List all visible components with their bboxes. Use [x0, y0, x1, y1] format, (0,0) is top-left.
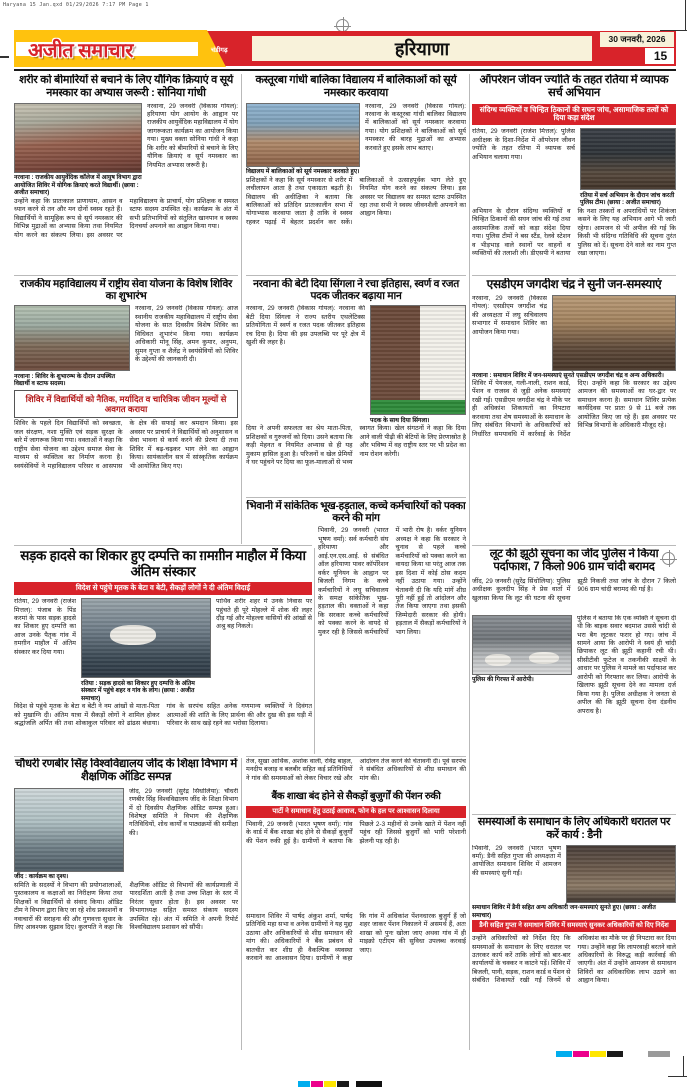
article-nss-special-camp [14, 278, 238, 543]
article-text: पुलिस ने बताया कि एक व्यक्ति ने सूचना दी थी कि बाइक सवार बदमाश उससे चांदी से भरा बैग लूटकर फरार हो गए। जांच में सामने आया कि आरोपी ने स्वयं ही चांदी छिपाकर लूट की झूठी कहानी रची थी। सीसीटीवी फुटेज व तकनीकी साक्ष्यों के आधार पर पुलिस ने मामले का पर्दाफाश कर आरोपी को गिरफ्तार कर लिया। आरोपी के खिलाफ झूठी सूचना देने का मामला दर्ज किया गया है। पुलिस अधीक्षक ने जनता से अपील की कि झूठी सूचना देना दंडनीय अपराध है। [577, 614, 676, 715]
photo-caption: नरवाना : राजकीय आयुर्वेदिक कॉलेज में आयुष विभाग द्वारा आयोजित शिविर में योगिक क्रियाएं करते विद्यार्थी। (छाया : अजीत समाचार) [14, 174, 142, 197]
meeting-hall-photo [566, 845, 676, 903]
article-text: नरवाना, 29 जनवरी (विकास गोयल): नरवाना के कस्तूरबा गांधी बालिका विद्यालय में बालिकाओं को सूर्य नमस्कार करवाया गया। योग प्रशिक्षकों ने बालिकाओं को सूर्य नमस्कार की बारह मुद्राओं का अभ्यास करवाते हुए इसके लाभ बताए। [365, 102, 466, 152]
article-text: उन्होंने कहा कि प्रातःकाल प्राणायाम, आसन व ध्यान करने से तन और मन दोनों स्वस्थ रहते हैं। विद्यार्थियों ने सामूहिक रूप से सूर्य नमस्कार की विभिन्न मुद्राओं का अभ्यास किया तथा नियमित योग करने का संकल्प लिया। इस अवसर पर महाविद्यालय के प्राचार्य, योग प्रशिक्षक व समस्त स्टाफ सदस्य उपस्थित रहे। कार्यक्रम के अंत में सभी प्रतिभागियों को संतुलित खानपान व स्वस्थ दिनचर्या अपनाने का आह्वान किया गया। [14, 197, 238, 239]
cmyk-yellow-chip [324, 1081, 336, 1087]
black-bar [356, 1081, 382, 1087]
article-rule [14, 756, 238, 757]
photo-caption: जींद : कार्यक्रम का दृश्य। [14, 873, 69, 881]
photo-block [81, 598, 211, 702]
article-subhead: डैनी सहित गुप्ता ने समाधान शिविर में समस्याएं सुनकर अधिकारियों को दिए निर्देश [472, 920, 676, 932]
article-rule [472, 814, 676, 815]
cmyk-yellow-chip [590, 1051, 606, 1057]
article-text: नरवाना, 29 जनवरी (विकास गोयल): नरवाना की बेटी दिया सिंगला ने राज्य स्तरीय एथलेटिक्स प्रतियोगिता में स्वर्ण व रजत पदक जीतकर इतिहास रच दिया है। दिया की इस उपलब्धि पर पूरे क्षेत्र में खुशी की लहर है। [246, 305, 365, 347]
yoga-camp-photo [14, 103, 142, 173]
paper-logo: अजीत समाचार [28, 40, 133, 62]
photo-block [370, 305, 466, 424]
photo-caption: रतिया : सड़क हादसे का शिकार हुए दम्पत्ति के अंतिम संस्कार में पहुंचे शहर व गांव के लोग। (छाया : अजीत समाचार) [81, 679, 195, 702]
cmyk-black-chip [337, 1081, 349, 1087]
article-headline: बैंक शाखा बंद होने से सैकड़ों बुजुर्गों की पेंशन रुकी [271, 791, 441, 802]
article-headline: समस्याओं के समाधान के लिए अधिकारी धरातल पर करें कार्य : डैनी [477, 816, 671, 841]
photo-block [552, 295, 676, 371]
article-rule [246, 497, 466, 498]
column-rule [241, 758, 242, 1050]
crop-mark [0, 56, 9, 58]
article-headline: सड़क हादसे का शिकार हुए दम्पत्ति का ग़मग़ीन माहौल में किया अंतिम संस्कार [20, 548, 306, 579]
cmyk-cyan-chip [556, 1051, 572, 1057]
article-diya-singla-medals [246, 278, 466, 495]
article-text: भिवानी, 29 जनवरी (भारत भूषण वर्मा): डैनी सहित गुप्ता की अध्यक्षता में आयोजित समाधान शिविर में आमजन की समस्याएं सुनी गईं। [472, 844, 561, 877]
article-sdm-jagdish-chandra [472, 278, 676, 543]
recovered-item-shape [485, 654, 511, 666]
article-kasturba-surya-namaskar [246, 74, 466, 273]
cmyk-cyan-chip [298, 1081, 310, 1087]
article-text: रतिया, 29 जनवरी (राजेश मित्तल): पंजाब के पिंड करमां के पास सड़क हादसे का शिकार हुए दम्पत्ति का आज उनके पैतृक गांव में ग़मग़ीन माहौल में अंतिम संस्कार कर दिया गया। [14, 598, 76, 656]
photo-caption: पदक के साथ दिया सिंगला। [370, 416, 430, 424]
article-text: नरवाना, 29 जनवरी (विकास गोयल): हरियाणा योग आयोग के आह्वान पर राजकीय आयुर्वेदिक महाविद्यालय में योग जागरूकता कार्यक्रम का आयोजन किया गया। मुख्य वक्ता सोनिया गांधी ने कहा कि शरीर को बीमारियों से बचाने के लिए यौगिक क्रियाएं व सूर्य नमस्कार का नियमित अभ्यास जरूरी है। [147, 102, 238, 169]
article-text: उन्होंने अधिकारियों को निर्देश दिए कि समस्याओं के समाधान के लिए धरातल पर उतरकर कार्य करें ताकि लोगों को बार-बार कार्यालयों के चक्कर न काटने पड़ें। शिविर में बिजली, पानी, सड़क, राशन कार्ड व पेंशन से संबंधित शिकायतें रखी गईं जिनमें से अधिकांश का मौके पर ही निपटारा कर दिया गया। उन्होंने कहा कि लापरवाही बरतने वाले अधिकारियों के विरुद्ध कड़ी कार्रवाई की जाएगी। अंत में उन्होंने आमजन से समाधान शिविरों का अधिकाधिक लाभ उठाने का आह्वान किया। [472, 935, 676, 985]
page-number: 15 [645, 48, 674, 64]
article-text: भिवानी, 29 जनवरी (भारत भूषण वर्मा): गांव के वार्ड में बैंक शाखा बंद होने से सैकड़ों बुजुर्गों की पेंशन रुकी हुई है। ग्रामीणों ने बताया कि पिछले 2-3 महीनों से उनके खाते में पेंशन नहीं पहुंच रही जिससे बुजुर्गों को भारी परेशानी झेलनी पड़ रही है। [246, 820, 466, 845]
article-text: अभियान के दौरान संदिग्ध व्यक्तियों व चिन्हित ठिकानों की सघन जांच की गई तथा असामाजिक तत्वों को कड़ा संदेश दिया गया। पुलिस टीमों ने बस स्टैंड, रेलवे स्टेशन व भीड़भाड़ वाले स्थानों पर वाहनों व व्यक्तियों की तलाशी ली। डीएसपी ने बताया कि नशा तस्करों व अपराधियों पर शिकंजा कसने के लिए यह अभियान आगे भी जारी रहेगा। आमजन से भी अपील की गई कि किसी भी संदिग्ध गतिविधि की सूचना तुरंत पुलिस को दें। सूचना देने वाले का नाम गुप्त रखा जाएगा। [472, 207, 676, 258]
article-subhead: पार्टी ने समाधान हेतु उठाई आवाज, फोन के हल पर आश्वासन दिलाया [246, 806, 466, 818]
photo-green-strip [371, 400, 465, 414]
article-daini-samadhan-shivir [472, 816, 676, 1050]
gray-bar [648, 1051, 670, 1057]
region-title: हरियाणा [252, 36, 592, 61]
article-rule [472, 545, 676, 546]
article-text: नरवाना, 29 जनवरी (विकास गोयल): आज स्थानीय राजकीय महाविद्यालय में राष्ट्रीय सेवा योजना के सात दिवसीय विशेष शिविर का विधिवत शुभारंभ किया गया। कार्यक्रम अधिकारी मोनू सिंह, अमन कुमार, अनुपम, सुमन गुप्ता व शैलेंद्र ने स्वयंसेवियों को शिविर के उद्देश्यों की जानकारी दी। [135, 305, 238, 364]
article-couple-last-rites [14, 548, 312, 754]
article-text: रतिया, 29 जनवरी (राजेश मित्तल): पुलिस अधीक्षक के दिशा-निर्देश में ऑपरेशन जीवन ज्योति के तहत रतिया में व्यापक सर्च अभियान चलाया गया। [472, 128, 575, 161]
cmyk-magenta-chip [573, 1051, 589, 1057]
photo-block [246, 103, 360, 176]
photo-caption: पुलिस की गिरफ्त में आरोपी। [472, 676, 534, 684]
photo-caption: नरवाना : शिविर के शुभारम्भ के दौरान उपस्थित विद्यार्थी व स्टाफ सदस्य। [14, 372, 116, 388]
print-info-line: Haryana 15 Jan.qxd 01/29/2026 7:17 PM Page 1 [3, 2, 149, 8]
crop-mark [668, 1076, 687, 1077]
university-group-photo [14, 788, 124, 872]
photo-block [14, 305, 130, 388]
article-text: जींद, 29 जनवरी (सुरेंद्र सिंधोलिया): चौधरी रणबीर सिंह विश्वविद्यालय जींद के शिक्षा विभाग में दो दिवसीय शैक्षणिक ऑडिट सम्पन्न हुआ। विशेषज्ञ समिति ने विभाग की शैक्षणिक गतिविधियों, शोध कार्यों व पाठ्यक्रमों की समीक्षा की। [129, 787, 238, 837]
article-subhead: विदेश से पहुंचे मृतक के बेटा व बेटी, सैकड़ों लोगों ने दी अंतिम विदाई [14, 582, 312, 595]
article-bank-branch-pension [246, 758, 466, 1050]
photo-block [14, 788, 124, 881]
article-headline: भिवानी में सांकेतिक भूख-हड़ताल, कच्चे कर्मचारियों को पक्का करने की मांग [246, 500, 466, 525]
masthead-rule [14, 69, 676, 71]
masthead [14, 30, 676, 67]
funeral-crowd-photo [81, 598, 211, 678]
crop-mark [683, 1056, 684, 1076]
article-text: शिविर के पहले दिन विद्यार्थियों को स्वच्छता, जल संरक्षण, नशा मुक्ति एवं सड़क सुरक्षा के बारे में जागरूक किया गया। वक्ताओं ने कहा कि राष्ट्रीय सेवा योजना का उद्देश्य समाज सेवा के माध्यम से व्यक्तित्व का निर्माण करना है। स्वयंसेवियों ने महाविद्यालय परिसर व आसपास के क्षेत्र की सफाई कर श्रमदान किया। इस अवसर पर प्राचार्य ने विद्यार्थियों को अनुशासन व सेवा भावना से कार्य करने की प्रेरणा दी तथा शिविर में बढ़-चढ़कर भाग लेने का आह्वान किया। सायंकालीन सत्र में सांस्कृतिक कार्यक्रम भी आयोजित किए गए। [14, 420, 238, 470]
article-headline: शरीर को बीमारियों से बचाने के लिए यौगिक क्रियाएं व सूर्य नमस्कार का अभ्यास जरूरी : सोनिया गांधी [19, 74, 233, 99]
photo-caption: समाधान शिविर में डैनी सहित अन्य अधिकारी जन-समस्याएं सुनते हुए। (छाया : अजीत समाचार) [472, 904, 656, 919]
photo-caption: नरवाना : समाधान शिविर में जन-समस्याएं सुनते एसडीएम जगदीश चंद्र व अन्य अधिकारी। [472, 372, 664, 380]
cmyk-black-chip [607, 1051, 623, 1057]
column-rule [469, 74, 470, 1050]
boxed-subhead: शिविर में विद्यार्थियों को नैतिक, मर्यादित व चारित्रिक जीवन मूल्यों से अवगत कराया [14, 390, 238, 418]
article-headline: लूट की झूठी सूचना का जींद पुलिस ने किया पर्दाफाश, 7 किलो 906 ग्राम चांदी बरामद [489, 548, 659, 574]
cmyk-magenta-chip [311, 1081, 323, 1087]
photo-block [472, 615, 572, 716]
article-jind-police-silver-recovery [472, 548, 676, 812]
photo-block [580, 128, 676, 207]
article-crsu-academic-audit [14, 758, 238, 1050]
edition-label: चंडीगढ़ [211, 47, 228, 54]
police-accused-photo [472, 615, 572, 675]
article-text: समाधान शिविर में पार्षद अंकुश शर्मा, पार्षद प्रतिनिधि महा सभा व अनेक ग्रामीणों ने यह मुद्दा उठाया और अधिकारियों से शीघ्र समाधान की मांग की। अधिकारियों ने बैंक प्रबंधन से बातचीत कर शीघ्र ही वैकल्पिक व्यवस्था करवाने का आश्वासन दिया। ग्रामीणों ने कहा कि गांव में अधिकांश पेंशनधारक बुजुर्ग हैं जो शहर जाकर पेंशन निकालने में असमर्थ हैं, अतः शाखा को पुनः खोला जाए अथवा गांव में ही माइक्रो एटीएम की सुविधा उपलब्ध करवाई जाए। [246, 912, 466, 963]
article-headline: एसडीएम जगदीश चंद्र ने सुनी जन-समस्याएं [486, 278, 662, 291]
article-headline: कस्तूरबा गांधी बालिका विद्यालय में बालिकाओं को सूर्य नमस्कार करवाया [255, 74, 457, 99]
article-text: पार्थिव शरीर शहर में उनके निवास पर पहुंचते ही पूरे मोहल्ले में शोक की लहर दौड़ गई और मोहल्ला वासियों की आंखों से अश्रु बह निकले। [216, 598, 312, 631]
article-text: प्रशिक्षकों ने कहा कि सूर्य नमस्कार से शरीर में लचीलापन आता है तथा एकाग्रता बढ़ती है। विद्यालय की अधीक्षिका ने बताया कि बालिकाओं को प्रतिदिन प्रातःकालीन सभा में योगाभ्यास करवाया जाता है ताकि वे स्वस्थ रहकर पढ़ाई में बेहतर प्रदर्शन कर सकें। बालिकाओं ने उत्साहपूर्वक भाग लेते हुए नियमित योग करने का संकल्प लिया। इस अवसर पर विद्यालय का समस्त स्टाफ उपस्थित रहा तथा सभी ने स्वस्थ जीवनशैली अपनाने का आह्वान किया। [246, 176, 466, 226]
photo-caption: रतिया में सर्च अभियान के दौरान जांच करती पुलिस टीम। (छाया : अजीत समाचार) [580, 191, 675, 207]
article-text: दिया ने अपनी सफलता का श्रेय माता-पिता, प्रशिक्षकों व गुरुजनों को दिया। उसने बताया कि कड़ी मेहनत व नियमित अभ्यास से ही यह मुकाम हासिल हुआ है। परिजनों व खेल प्रेमियों ने घर पहुंचने पर दिया का फूल-मालाओं से भव्य स्वागत किया। खेल संगठनों ने कहा कि दिया आने वाली पीढ़ी की बेटियों के लिए प्रेरणास्रोत है और भविष्य में वह राष्ट्रीय स्तर पर भी प्रदेश का नाम रोशन करेगी। [246, 425, 466, 467]
article-headline: राजकीय महाविद्यालय में राष्ट्रीय सेवा योजना के विशेष शिविर का शुभारंभ [19, 278, 233, 303]
article-headline: चौधरी रणबीर सिंह विश्वविद्यालय जींद के शिक्षा विभाग में शैक्षणिक ऑडिट सम्पन्न [15, 758, 237, 784]
article-text: जींद, 29 जनवरी (सुरेंद्र सिंधोलिया): पुलिस अधीक्षक कुलदीप सिंह ने प्रेस वार्ता में खुलासा किया कि लूट की घटना की सूचना झूठी निकली तथा जांच के दौरान 7 किलो 906 ग्राम चांदी बरामद की गई है। [472, 577, 676, 602]
article-text: विदेश से पहुंचे मृतक के बेटा व बेटी ने नम आंखों से माता-पिता को मुखाग्नि दी। अंतिम यात्रा में सैकड़ों लोगों ने शामिल होकर श्रद्धांजलि अर्पित की तथा शोकाकुल परिवार को ढांढस बंधाया। गांव के सरपंच सहित अनेक गणमान्य व्यक्तियों ने दिवंगत आत्माओं की शांति के लिए प्रार्थना की और दुख की इस घड़ी में परिवार के साथ खड़े रहने का भरोसा दिलाया। [14, 703, 312, 728]
nss-camp-photo [14, 305, 130, 371]
samadhan-shivir-photo [552, 295, 676, 371]
article-yoga-soniya-gandhi [14, 74, 238, 273]
article-rule [14, 275, 238, 276]
article-text: भिवानी, 29 जनवरी (भारत भूषण वर्मा): सर्व कर्मचारी संघ हरियाणा और आई.एन.एस.आई. से संबंधित ऑल हरियाणा पावर कॉर्पोरेशन वर्कर यूनियन के आह्वान पर बिजली निगम के कच्चे कर्मचारियों ने लघु सचिवालय के समक्ष सांकेतिक भूख-हड़ताल की। वक्ताओं ने कहा कि सरकार कच्चे कर्मचारियों को पक्का करने के वायदे से मुकर रही है जिससे कर्मचारियों में भारी रोष है। वर्कर यूनियन अध्यक्ष ने कहा कि सरकार ने चुनाव से पहले कच्चे कर्मचारियों को पक्का करने का वायदा किया था परंतु आज तक इस दिशा में कोई ठोस कदम नहीं उठाया गया। उन्होंने चेतावनी दी कि यदि मांगें शीघ्र पूरी नहीं हुईं तो आंदोलन और तेज किया जाएगा तथा इसकी जिम्मेदारी सरकार की होगी। हड़ताल में सैकड़ों कर्मचारियों ने भाग लिया। [318, 527, 466, 636]
article-subhead: संदिग्ध व्यक्तियों व चिन्हित ठिकानों की सघन जांच, असामाजिक तत्वों को दिया कड़ा संदेश [472, 104, 676, 126]
article-rule [472, 275, 676, 276]
police-search-photo [580, 128, 676, 190]
article-text: नरवाना, 29 जनवरी (विकास गोयल): एसडीएम जगदीश चंद्र की अध्यक्षता में लघु सचिवालय सभागार में समाधान शिविर का आयोजन किया गया। [472, 294, 547, 336]
article-rule [246, 275, 466, 276]
athlete-portrait-photo [370, 305, 466, 415]
photo-block [14, 103, 142, 197]
article-headline: नरवाना की बेटी दिया सिंगला ने रचा इतिहास, स्वर्ण व रजत पदक जीतकर बढ़ाया मान [253, 278, 459, 303]
photo-block [566, 845, 676, 903]
issue-date: 30 जनवरी, 2026 [600, 32, 674, 47]
article-text: शिविर में पेयजल, गली-नाली, राशन कार्ड, पेंशन व राजस्व से जुड़ी अनेक समस्याएं रखी गईं। एसडीएम जगदीश चंद्र ने मौके पर ही अधिकांश शिकायतों का निपटारा करवाया तथा शेष समस्याओं के समाधान के लिए संबंधित विभागों के अधिकारियों को निर्धारित समयावधि में कार्रवाई के निर्देश दिए। उन्होंने कहा कि सरकार का उद्देश्य आमजन की समस्याओं का घर-द्वार पर समाधान करना है। समाधान शिविर प्रत्येक कार्यदिवस पर प्रातः 9 से 11 बजे तक आयोजित किए जा रहे हैं। इस अवसर पर विभिन्न विभागों के अधिकारी मौजूद रहे। [472, 380, 676, 438]
column-rule [241, 74, 242, 544]
article-operation-jeevan-jyoti [472, 74, 676, 273]
vehicle-shape [110, 625, 156, 645]
article-text: समिति के सदस्यों ने विभाग की प्रयोगशालाओं, पुस्तकालय व कक्षाओं का निरीक्षण किया तथा शिक्षकों व विद्यार्थियों से संवाद किया। ऑडिट टीम ने विभाग द्वारा किए जा रहे शोध प्रकाशनों व नवाचारों की सराहना की और गुणवत्ता सुधार के लिए आवश्यक सुझाव दिए। कुलपति ने कहा कि शैक्षणिक ऑडिट से विभागों की कार्यप्रणाली में पारदर्शिता आती है तथा उच्च शिक्षा के स्तर में निरंतर सुधार होता है। इस अवसर पर विभागाध्यक्ष सहित समस्त संकाय सदस्य उपस्थित रहे। अंत में समिति ने अपनी रिपोर्ट विश्वविद्यालय प्रशासन को सौंपी। [14, 881, 238, 932]
article-headline: ऑपरेशन जीवन ज्योति के तहत रतिया में व्यापक सर्च अभियान [479, 74, 669, 100]
school-yoga-photo [246, 103, 360, 167]
recovered-item-shape [529, 652, 559, 664]
photo-caption: विद्यालय में बालिकाओं को सूर्य नमस्कार करवाते हुए। [246, 168, 360, 175]
article-rule [246, 756, 466, 757]
article-text: तेज, सूखा आर्थिक, अशोक वाली, रविंद्र बाहल, मनदीप बजाड़ व बलबीर सहित कई प्रतिनिधियों ने गांव की समस्याओं को लेकर विचार रखे और आंदोलन तेज करने की चेतावनी दी। पूर्व सरपंच ने संबंधित अधिकारियों से शीघ्र समाधान की मांग की। [246, 758, 466, 782]
crop-mark [685, 0, 686, 31]
